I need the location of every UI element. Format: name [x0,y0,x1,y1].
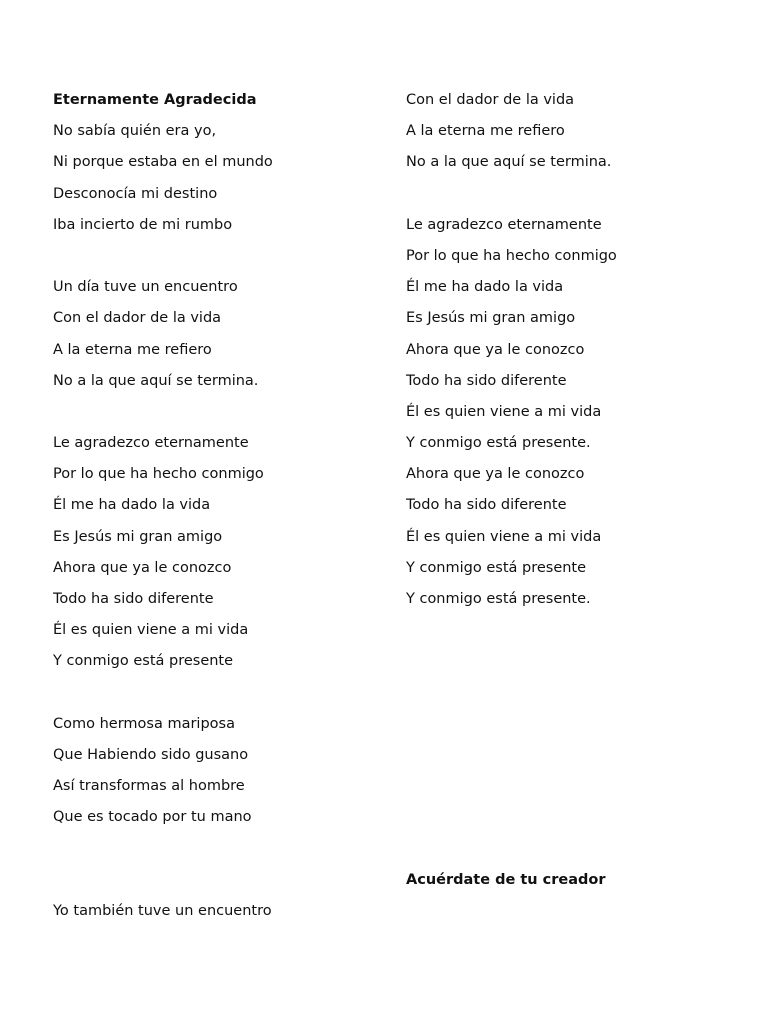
poem-line: Él es quien viene a mi vida [406,403,602,420]
left-column [53,89,383,931]
poem-line: Le agradezco eternamente [53,435,249,452]
poem-line: Le agradezco eternamente [406,216,602,233]
poem-line: Por lo que ha hecho conmigo [406,247,617,264]
poem-line: Como hermosa mariposa [53,715,235,732]
blank-line [406,806,736,837]
poem-title: Eternamente Agradecida [53,92,257,108]
poem-line: Es Jesús mi gran amigo [53,528,223,545]
poem-line: No a la que aquí se termina. [53,372,259,389]
blank-line [406,713,736,744]
blank-line [53,869,383,900]
poem-line: Con el dador de la vida [406,92,575,108]
blank-line [406,650,736,681]
poem-line: Desconocía mi destino [53,185,218,202]
poem-line: Ni porque estaba en el mundo [53,154,273,171]
poem-line: Es Jesús mi gran amigo [406,310,576,327]
blank-line [406,619,736,650]
poem-line: Él es quien viene a mi vida [53,622,249,639]
blank-line [53,245,383,276]
blank-line [53,401,383,432]
poem-line: Y conmigo está presente. [406,435,591,452]
poem-line: Con el dador de la vida [53,310,222,327]
poem-line: Ahora que ya le conozco [53,559,232,576]
blank-line [53,682,383,713]
blank-line [406,682,736,713]
poem-line: Así transformas al hombre [53,778,245,795]
poem-line: Él me ha dado la vida [53,497,211,514]
poem-line: Un día tuve un encuentro [53,279,238,296]
blank-line [406,183,736,214]
poem-line: Que es tocado por tu mano [53,809,252,826]
poem-line: Y conmigo está presente [53,653,234,670]
poem-line: Ahora que ya le conozco [406,341,585,358]
poem-line: Él es quien viene a mi vida [406,528,602,545]
poem-line: Que Habiendo sido gusano [53,746,249,763]
poem-line: Ahora que ya le conozco [406,466,585,483]
blank-line [406,744,736,775]
blank-line [406,838,736,869]
poem-line: Y conmigo está presente [406,559,587,576]
poem-line: Y conmigo está presente. [406,591,591,607]
blank-line [406,775,736,806]
poem-line: No a la que aquí se termina. [406,154,612,171]
poem-line: Iba incierto de mi rumbo [53,216,233,233]
poem-line: Todo ha sido diferente [406,497,567,514]
poem-line: Todo ha sido diferente [53,591,214,607]
poem-line: No sabía quién era yo, [53,123,217,140]
blank-line [53,838,383,869]
poem-line: A la eterna me refiero [406,123,565,140]
poem-line: Él me ha dado la vida [406,279,564,296]
poem-line: Por lo que ha hecho conmigo [53,466,264,483]
poem-line: Todo ha sido diferente [406,372,567,389]
poem-line: Yo también tuve un encuentro [53,902,272,919]
poem-title: Acuérdate de tu creador [406,871,606,888]
right-column [406,89,736,900]
poem-line: A la eterna me refiero [53,341,212,358]
